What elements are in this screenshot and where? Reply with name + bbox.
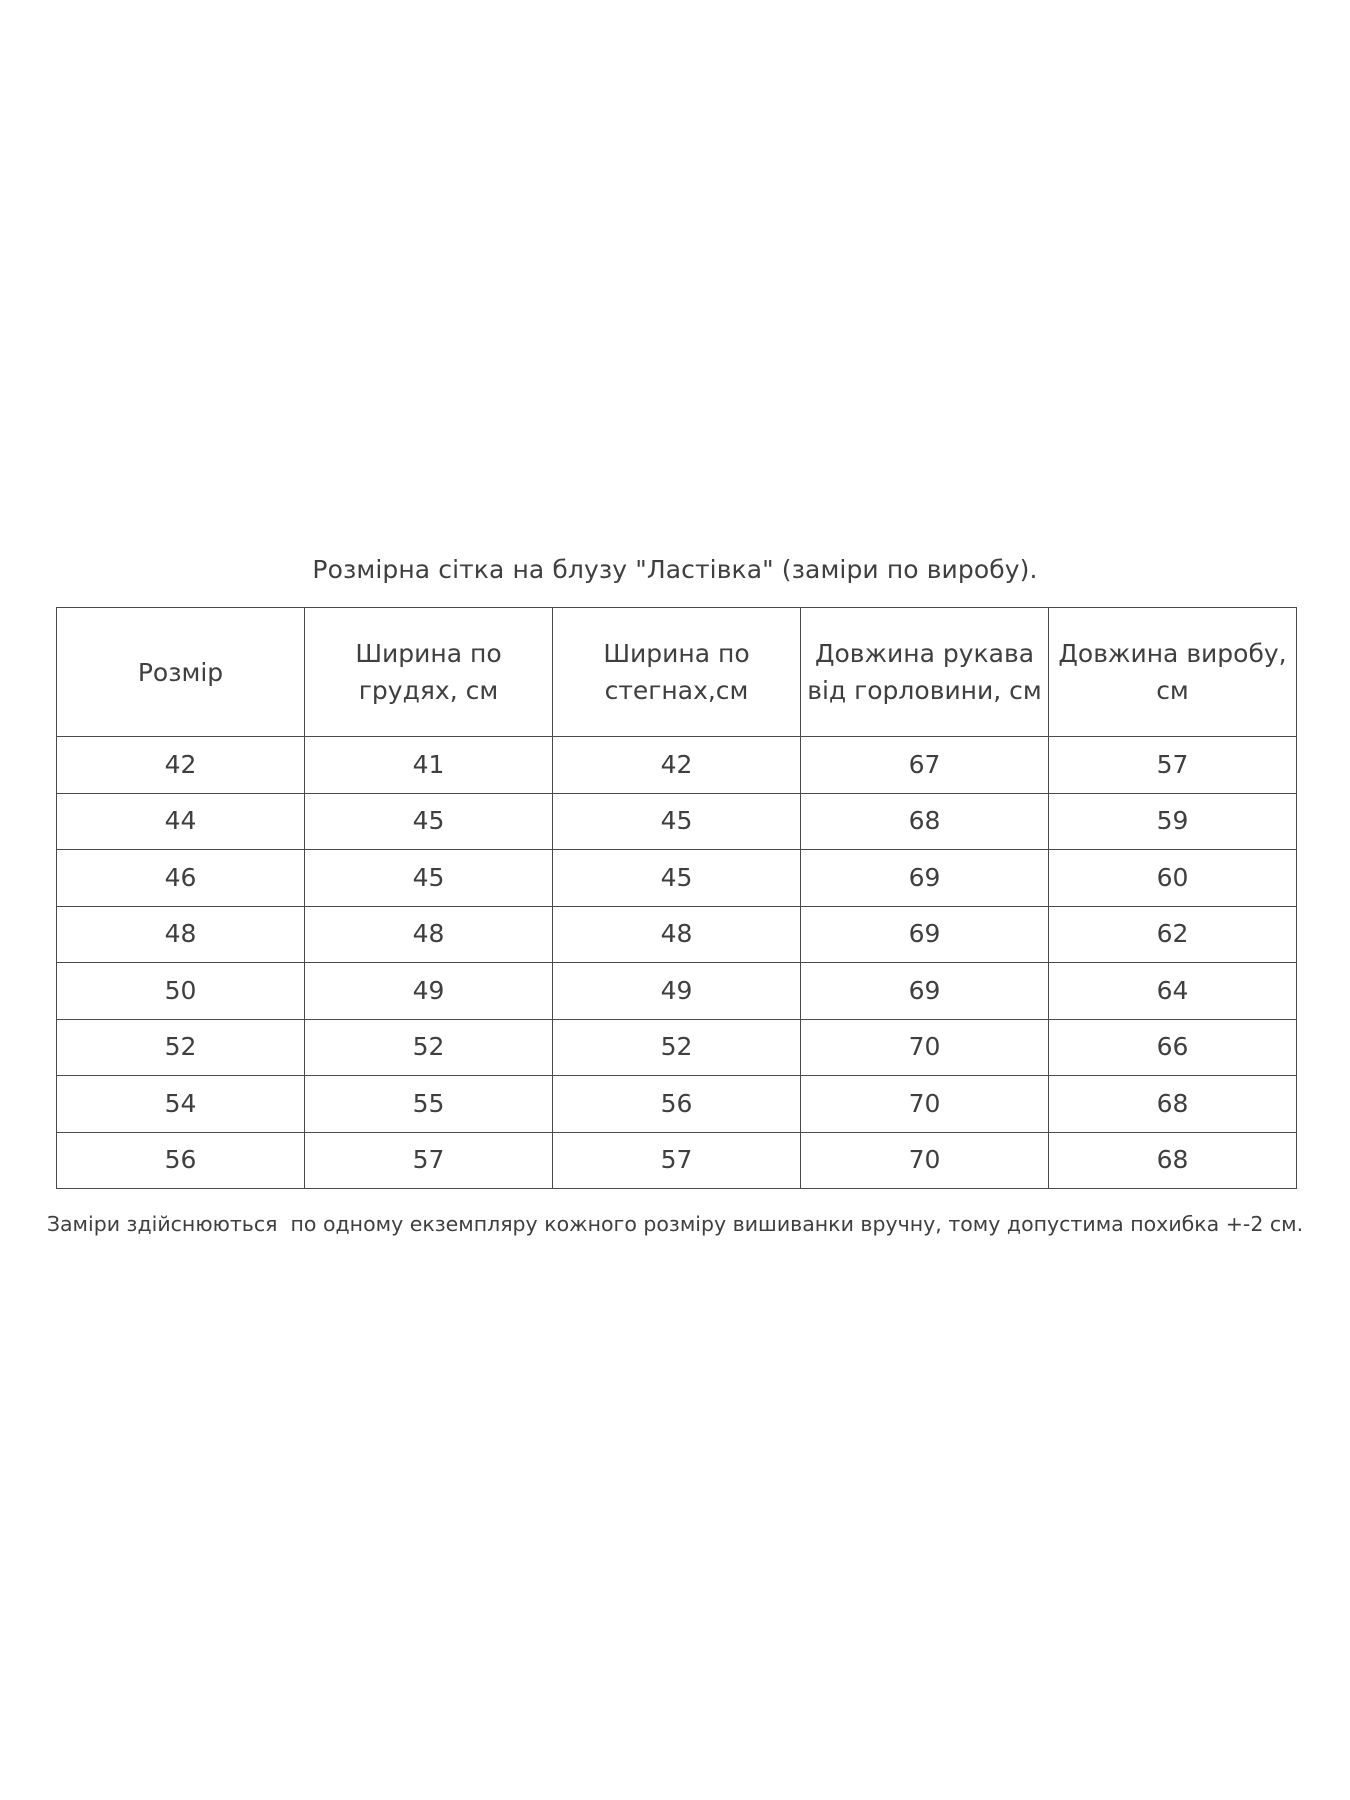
table-cell: 64 (1049, 963, 1297, 1020)
table-row (57, 850, 1297, 907)
table-cell: 68 (1049, 1076, 1297, 1133)
table-cell: 70 (801, 1076, 1049, 1133)
size-table-container (56, 607, 1296, 1189)
header-sleeve-length: Довжина рукава від горловини, см (801, 608, 1049, 737)
table-cell: 45 (553, 793, 801, 850)
table-cell: 68 (801, 793, 1049, 850)
table-cell: 45 (305, 793, 553, 850)
table-cell: 56 (553, 1076, 801, 1133)
table-cell: 49 (553, 963, 801, 1020)
table-cell: 55 (305, 1076, 553, 1133)
table-cell: 48 (553, 906, 801, 963)
table-cell: 48 (57, 906, 305, 963)
table-cell: 57 (1049, 737, 1297, 794)
header-garment-length: Довжина виробу, см (1049, 608, 1297, 737)
table-row (57, 963, 1297, 1020)
table-cell: 57 (553, 1132, 801, 1189)
table-cell: 52 (305, 1019, 553, 1076)
header-size: Розмір (57, 608, 305, 737)
table-cell: 57 (305, 1132, 553, 1189)
table-cell: 59 (1049, 793, 1297, 850)
table-cell: 42 (553, 737, 801, 794)
measurement-footnote: Заміри здійснюються по одному екземпляру кожного розміру вишиванки вручну, тому допустима похибка +-2 см. (46, 1212, 1304, 1236)
table-cell: 67 (801, 737, 1049, 794)
table-cell: 45 (305, 850, 553, 907)
table-row (57, 906, 1297, 963)
table-cell: 46 (57, 850, 305, 907)
table-cell: 70 (801, 1132, 1049, 1189)
table-row (57, 737, 1297, 794)
header-chest-width: Ширина по грудях, см (305, 608, 553, 737)
table-cell: 66 (1049, 1019, 1297, 1076)
table-cell: 54 (57, 1076, 305, 1133)
table-cell: 41 (305, 737, 553, 794)
table-cell: 49 (305, 963, 553, 1020)
size-table (56, 607, 1297, 1189)
table-row (57, 1019, 1297, 1076)
table-cell: 69 (801, 963, 1049, 1020)
table-row (57, 793, 1297, 850)
table-row (57, 1132, 1297, 1189)
table-cell: 52 (57, 1019, 305, 1076)
table-cell: 52 (553, 1019, 801, 1076)
table-cell: 48 (305, 906, 553, 963)
table-cell: 69 (801, 850, 1049, 907)
header-hip-width: Ширина по стегнах,см (553, 608, 801, 737)
table-header-row (57, 608, 1297, 737)
table-cell: 42 (57, 737, 305, 794)
table-cell: 60 (1049, 850, 1297, 907)
table-cell: 44 (57, 793, 305, 850)
table-cell: 45 (553, 850, 801, 907)
table-cell: 69 (801, 906, 1049, 963)
table-body (57, 737, 1297, 1189)
table-cell: 56 (57, 1132, 305, 1189)
table-cell: 70 (801, 1019, 1049, 1076)
table-cell: 50 (57, 963, 305, 1020)
table-row (57, 1076, 1297, 1133)
table-cell: 68 (1049, 1132, 1297, 1189)
table-cell: 62 (1049, 906, 1297, 963)
size-chart-title: Розмірна сітка на блузу "Ластівка" (заміри по виробу). (312, 555, 1038, 584)
